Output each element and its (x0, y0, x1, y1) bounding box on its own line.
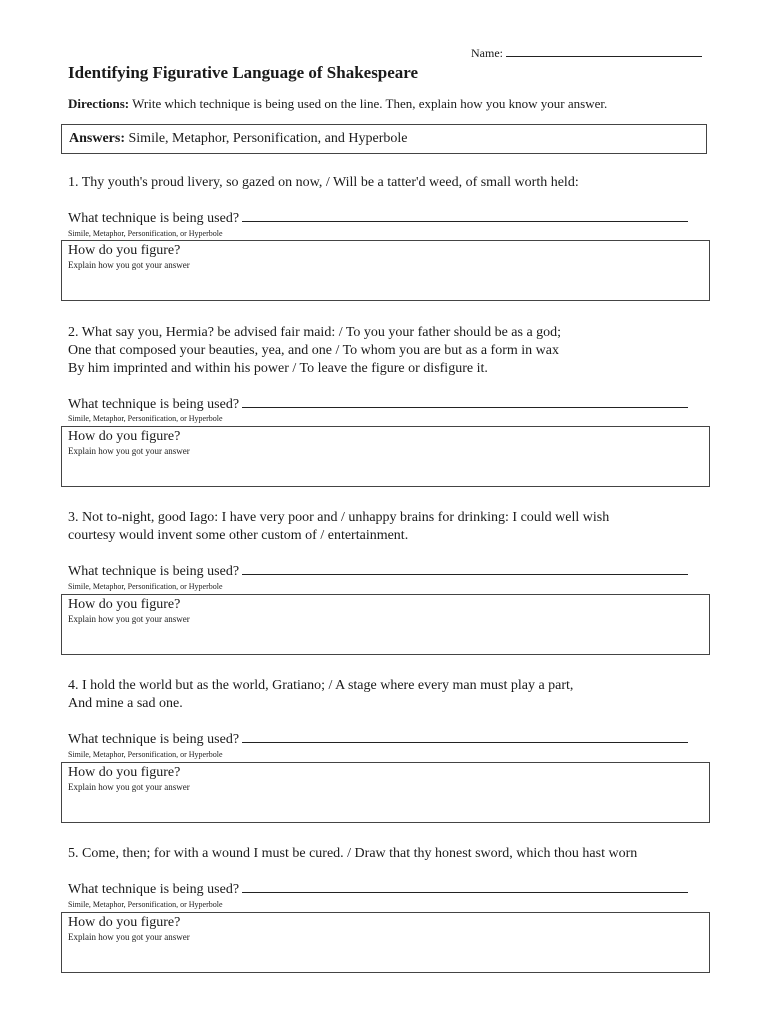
figure-subtitle: Explain how you got your answer (68, 614, 190, 624)
question-2 (68, 324, 708, 378)
figure-title: How do you figure? (68, 765, 181, 780)
technique-answer-line[interactable] (242, 730, 688, 743)
technique-prompt: What technique is being used? (68, 564, 240, 579)
question-5 (68, 845, 708, 863)
technique-hint: Simile, Metaphor, Personification, or Hyperbole (68, 750, 223, 759)
figure-subtitle: Explain how you got your answer (68, 260, 190, 270)
technique-row-2 (68, 395, 702, 413)
question-line: One that composed your beauties, yea, and one / To whom you are but as a form in wax (68, 343, 559, 358)
question-line: 3. Not to-night, good Iago: I have very poor and / unhappy brains for drinking: I could well wish (68, 510, 610, 525)
technique-answer-line[interactable] (242, 880, 688, 893)
directions (68, 96, 607, 112)
technique-row-3 (68, 562, 702, 580)
technique-hint: Simile, Metaphor, Personification, or Hyperbole (68, 414, 223, 423)
figure-subtitle: Explain how you got your answer (68, 932, 190, 942)
technique-hint: Simile, Metaphor, Personification, or Hyperbole (68, 229, 223, 238)
directions-text: Write which technique is being used on the line. Then, explain how you know your answer. (132, 96, 608, 111)
figure-title: How do you figure? (68, 243, 181, 258)
figure-box-4[interactable] (61, 762, 710, 823)
question-line: courtesy would invent some other custom of / entertainment. (68, 528, 409, 543)
technique-row-5 (68, 880, 702, 898)
figure-box-3[interactable] (61, 594, 710, 655)
figure-box-2[interactable] (61, 426, 710, 487)
technique-answer-line[interactable] (242, 209, 688, 222)
directions-label: Directions: (68, 96, 130, 111)
question-line: 1. Thy youth's proud livery, so gazed on now, / Will be a tatter'd weed, of small worth held: (68, 175, 579, 190)
question-4 (68, 677, 708, 713)
figure-subtitle: Explain how you got your answer (68, 782, 190, 792)
figure-box-5[interactable] (61, 912, 710, 973)
answers-text: Simile, Metaphor, Personification, and Hyperbole (128, 131, 408, 146)
technique-prompt: What technique is being used? (68, 397, 240, 412)
name-label: Name: (471, 46, 503, 60)
figure-subtitle: Explain how you got your answer (68, 446, 190, 456)
question-line: 5. Come, then; for with a wound I must be cured. / Draw that thy honest sword, which thou hast worn (68, 846, 638, 861)
question-line: 2. What say you, Hermia? be advised fair maid: / To you your father should be as a god; (68, 325, 562, 340)
figure-title: How do you figure? (68, 915, 181, 930)
question-1 (68, 174, 708, 192)
name-blank[interactable] (506, 45, 702, 57)
technique-answer-line[interactable] (242, 395, 688, 408)
technique-hint: Simile, Metaphor, Personification, or Hyperbole (68, 900, 223, 909)
technique-prompt: What technique is being used? (68, 211, 240, 226)
page-title: Identifying Figurative Language of Shakespeare (68, 63, 419, 82)
figure-title: How do you figure? (68, 429, 181, 444)
answers-box (61, 124, 707, 154)
technique-row-4 (68, 730, 702, 748)
question-line: 4. I hold the world but as the world, Gratiano; / A stage where every man must play a part, (68, 678, 574, 693)
question-3 (68, 509, 708, 545)
technique-prompt: What technique is being used? (68, 882, 240, 897)
name-field[interactable] (471, 45, 702, 61)
technique-answer-line[interactable] (242, 562, 688, 575)
question-line: By him imprinted and within his power / To leave the figure or disfigure it. (68, 361, 488, 376)
technique-hint: Simile, Metaphor, Personification, or Hyperbole (68, 582, 223, 591)
figure-title: How do you figure? (68, 597, 181, 612)
technique-row-1 (68, 209, 702, 227)
question-line: And mine a sad one. (68, 696, 183, 711)
answers-label: Answers: (69, 131, 125, 146)
figure-box-1[interactable] (61, 240, 710, 301)
technique-prompt: What technique is being used? (68, 732, 240, 747)
